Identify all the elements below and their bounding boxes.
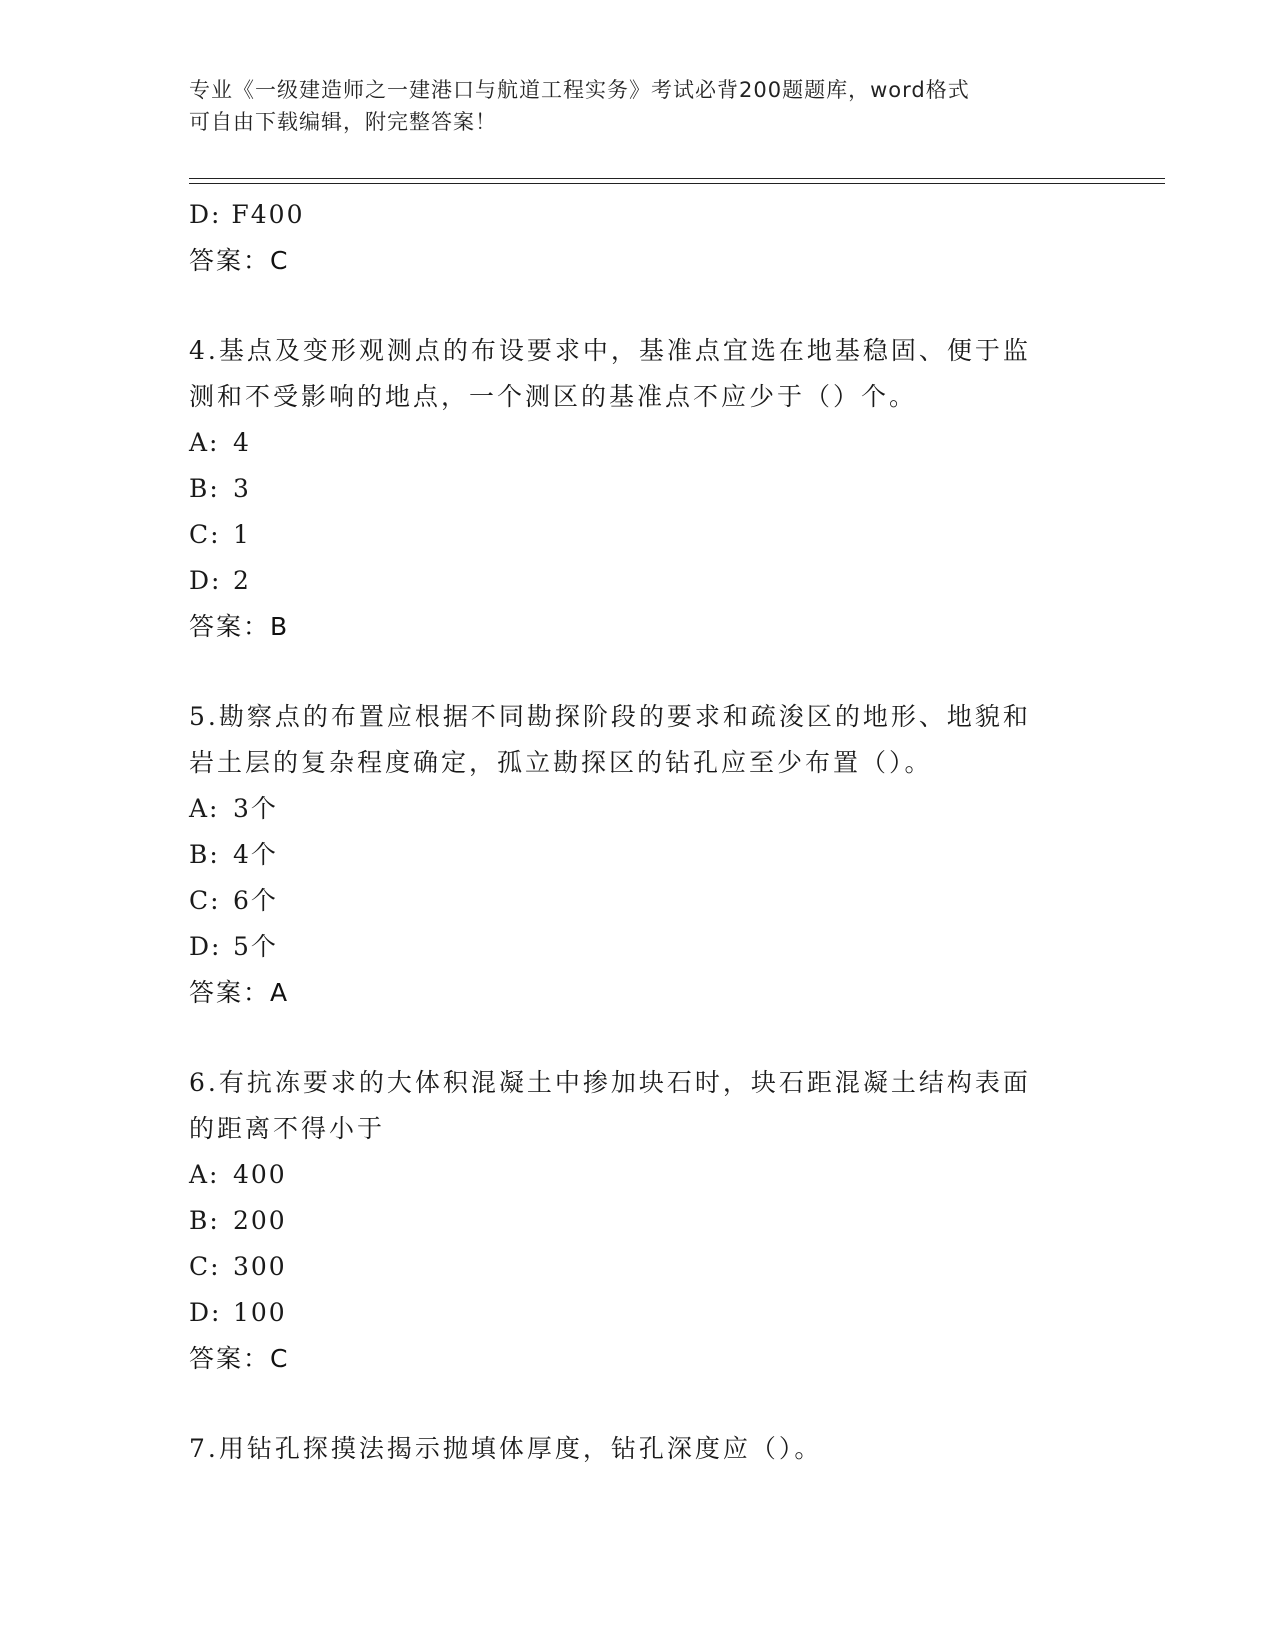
option-text: 400 (233, 1160, 287, 1189)
option-letter: C: (189, 886, 221, 915)
question-stem-line: 测和不受影响的地点，一个测区的基准点不应少于（）个。 (189, 382, 918, 411)
page-header (189, 74, 1089, 138)
answer-line: 答案：A (189, 978, 290, 1007)
option-c (189, 1244, 1089, 1290)
option-letter: D: (189, 932, 222, 961)
option-b (189, 466, 1089, 512)
spacer (189, 1382, 1089, 1426)
option-a (189, 1152, 1089, 1198)
spacer (189, 1016, 1089, 1060)
header-line-1: 专业《一级建造师之一建港口与航道工程实务》考试必背200题题库，word格式 (189, 78, 970, 102)
option-d (189, 558, 1089, 604)
option-text: 2 (233, 566, 251, 595)
question-4 (189, 328, 1089, 650)
option-text: 100 (233, 1298, 287, 1327)
option-c (189, 878, 1089, 924)
question-stem-line: 7.用钻孔探摸法揭示抛填体厚度，钻孔深度应（）。 (189, 1434, 823, 1463)
option-letter: A: (189, 794, 220, 823)
q3-option-d: D: F400 (189, 200, 305, 229)
option-b (189, 1198, 1089, 1244)
option-text: 4个 (233, 840, 278, 869)
option-letter: B: (189, 474, 220, 503)
spacer (189, 284, 1089, 328)
option-letter: A: (189, 1160, 220, 1189)
header-divider-top (189, 178, 1165, 179)
option-text: 1 (233, 520, 251, 549)
answer-line: 答案：C (189, 1344, 290, 1373)
option-text: 6个 (233, 886, 278, 915)
question-stem-line: 6.有抗冻要求的大体积混凝土中掺加块石时，块石距混凝土结构表面 (189, 1068, 1031, 1097)
question-6 (189, 1060, 1089, 1382)
answer-line: 答案：B (189, 612, 290, 641)
question-list (189, 192, 1089, 1472)
option-letter: B: (189, 1206, 220, 1235)
option-text: 3 (233, 474, 251, 503)
option-a (189, 420, 1089, 466)
spacer (189, 650, 1089, 694)
header-line-2: 可自由下载编辑，附完整答案！ (189, 110, 497, 134)
option-letter: C: (189, 520, 221, 549)
option-text: 200 (233, 1206, 287, 1235)
question-stem-line: 岩土层的复杂程度确定，孤立勘探区的钻孔应至少布置（）。 (189, 748, 933, 777)
question-stem-line: 的距离不得小于 (189, 1114, 386, 1143)
option-letter: D: (189, 566, 222, 595)
option-c (189, 512, 1089, 558)
option-letter: C: (189, 1252, 221, 1281)
option-letter: A: (189, 428, 220, 457)
q3-answer: 答案：C (189, 246, 290, 275)
option-d (189, 924, 1089, 970)
option-b (189, 832, 1089, 878)
header-divider-bottom (189, 183, 1165, 184)
option-letter: D: (189, 1298, 222, 1327)
option-text: 5个 (233, 932, 278, 961)
question-5 (189, 694, 1089, 1016)
question-stem-line: 4.基点及变形观测点的布设要求中，基准点宜选在地基稳固、便于监 (189, 336, 1031, 365)
option-text: 4 (233, 428, 251, 457)
option-d (189, 1290, 1089, 1336)
question-stem-line: 5.勘察点的布置应根据不同勘探阶段的要求和疏浚区的地形、地貌和 (189, 702, 1031, 731)
option-text: 300 (233, 1252, 287, 1281)
option-text: 3个 (233, 794, 278, 823)
option-letter: B: (189, 840, 220, 869)
question-7 (189, 1426, 1089, 1472)
option-a (189, 786, 1089, 832)
